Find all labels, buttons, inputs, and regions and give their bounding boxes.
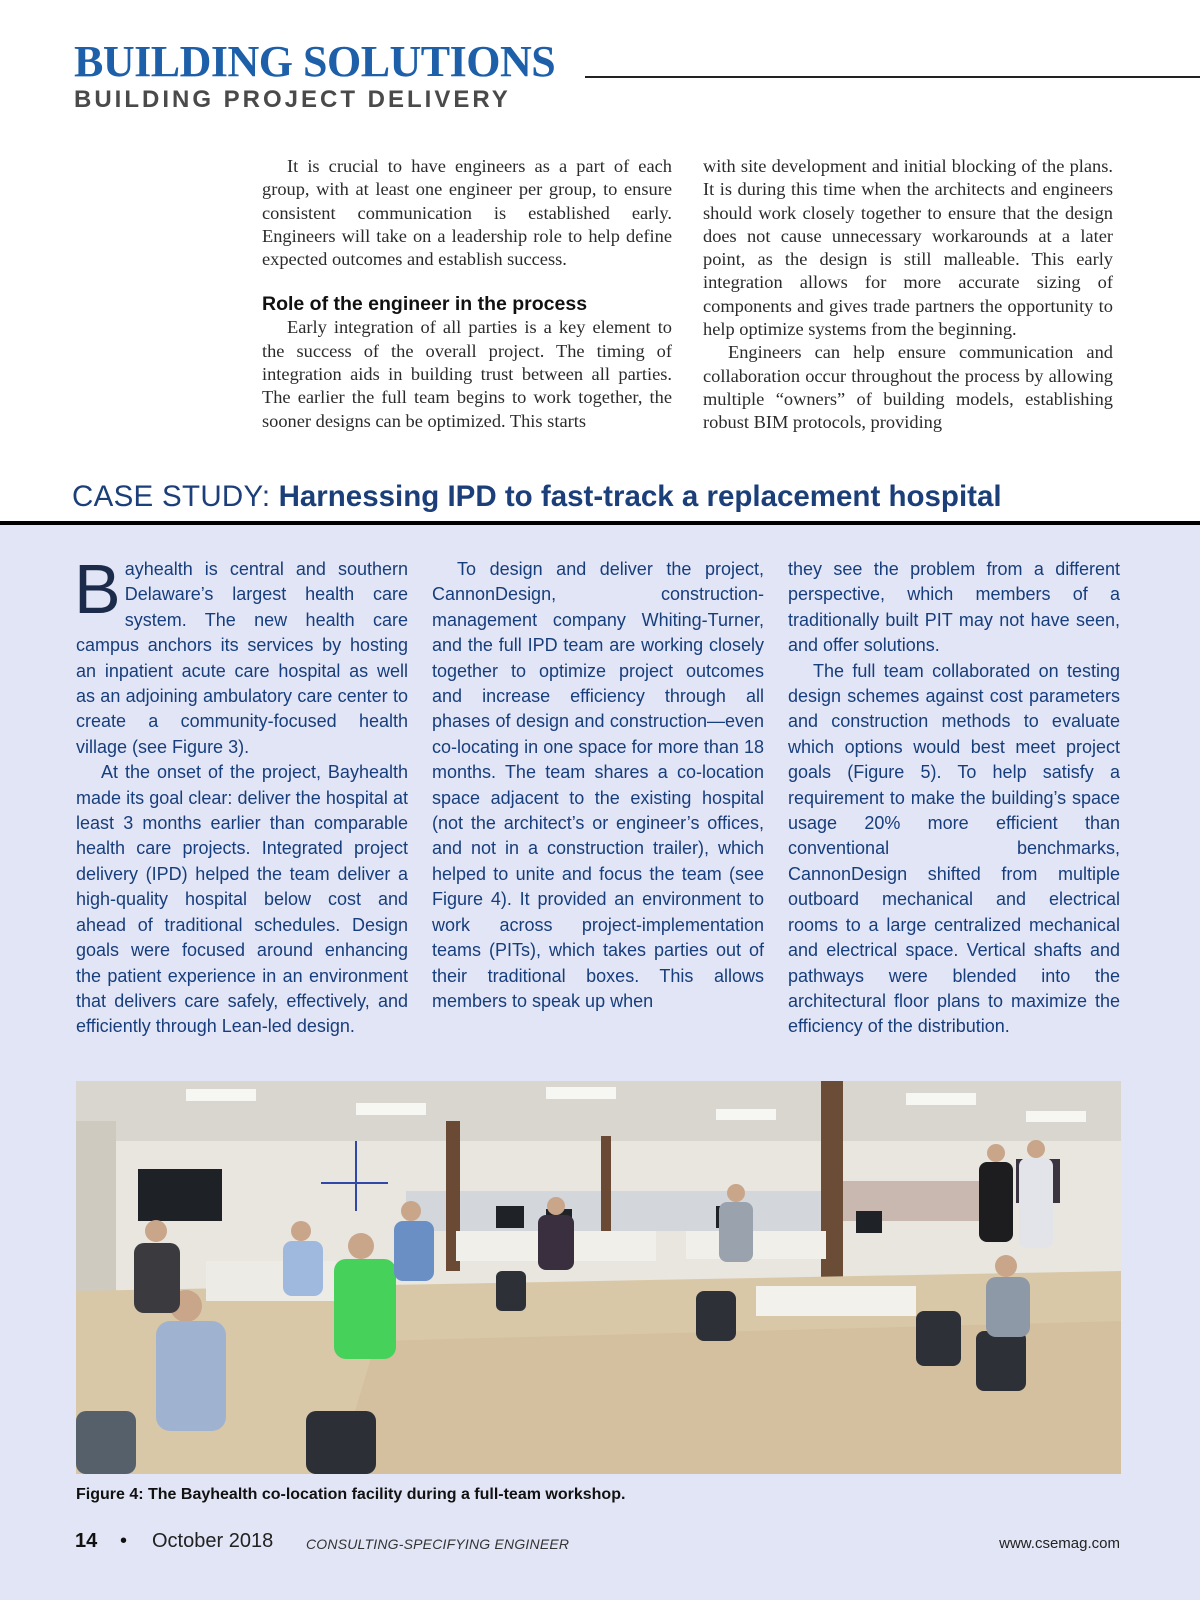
page-number: 14 bbox=[75, 1530, 98, 1552]
magazine-name: CONSULTING-SPECIFYING ENGINEER bbox=[306, 1536, 570, 1552]
case-study-heading bbox=[72, 482, 1002, 512]
header-rule bbox=[585, 76, 1200, 78]
figure-caption: Figure 4: The Bayhealth co-location facility during a full-team workshop. bbox=[76, 1486, 626, 1503]
case-study-label: CASE STUDY: bbox=[72, 480, 271, 513]
section-title: BUILDING SOLUTIONS bbox=[74, 37, 556, 86]
case-study-column-3 bbox=[788, 557, 1120, 1040]
paragraph: with site development and initial blocking of the plans. It is during this time when the architects and engineers should work closely together to ensure that the design does not cause unnecessary workarounds at a later point, as the design is still malleable. This early integration allows for more accurate sizing of components and gives trade partners the opportunity to help optimize systems from the beginning. bbox=[703, 156, 1113, 340]
footer-bullet: • bbox=[120, 1530, 128, 1552]
section-subtitle: BUILDING PROJECT DELIVERY bbox=[74, 86, 511, 113]
website-url: www.csemag.com bbox=[999, 1535, 1120, 1552]
case-study-column-2 bbox=[432, 557, 764, 1014]
article-column-2 bbox=[703, 155, 1113, 435]
figure-4-photo bbox=[76, 1081, 1121, 1474]
paragraph: Early integration of all parties is a key element to the success of the overall project. The timing of integration aids in building trust between all parties. The earlier the full team begins to work together, the sooner designs can be optimized. This starts bbox=[262, 317, 672, 431]
paragraph: The full team collaborated on testing design schemes against cost parameters and construction methods to evaluate which options would best meet project goals (Figure 5). To help satisfy a requirement to make the building’s space usage 20% more efficient than conventional benchmarks, CannonDesign shifted from multiple outboard mechanical and electrical rooms to a large centralized mechanical and electrical space. Vertical shafts and pathways were blended into the architectural floor plans to maximize the efficiency of the distribution. bbox=[788, 660, 1120, 1037]
case-study-column-1 bbox=[74, 550, 408, 1040]
paragraph: To design and deliver the project, CannonDesign, construction-management company Whiting-Turner, and the full IPD team are working closely together to optimize project outcomes and increase efficiency through all phases of design and construction—even co-locating in one space for more than 18 months. The team shares a co-location space adjacent to the existing hospital (not the architect’s or engineer’s offices, and not in a construction trailer), which helped to unite and focus the team (see Figure 4). It provided an environment to work across project-implementation teams (PITs), which takes parties out of their traditional boxes. This allows members to speak up when bbox=[432, 559, 764, 1011]
drop-cap: B bbox=[74, 550, 121, 628]
subheading: Role of the engineer in the process bbox=[262, 293, 588, 316]
issue-date: October 2018 bbox=[152, 1530, 274, 1552]
paragraph: At the onset of the project, Bayhealth made its goal clear: deliver the hospital at least 3 months earlier than comparable health care projects. Integrated project delivery (IPD) helped the team deliver a high-quality hospital below cost and ahead of traditional schedules. Design goals were focused around enhancing the patient experience in an environment that delivers care safely, effectively, and efficiently through Lean-led design. bbox=[76, 762, 408, 1037]
paragraph-text: ayhealth is central and southern Delaware’s largest health care system. The new health care campus anchors its services by hosting an inpatient acute care hospital as well as an adjoining ambulatory care center to create a community-focused health village (see Figure 3). bbox=[76, 559, 408, 757]
case-study-rule bbox=[0, 521, 1200, 525]
paragraph: It is crucial to have engineers as a part of each group, with at least one engineer per group, to ensure consistent communication is established early. Engineers will take on a leadership role to help define expected outcomes and establish success. bbox=[262, 156, 672, 270]
paragraph bbox=[74, 550, 408, 760]
article-column-1 bbox=[262, 155, 672, 433]
case-study-title: Harnessing IPD to fast-track a replacement hospital bbox=[278, 480, 1002, 513]
paragraph: they see the problem from a different perspective, which members of a traditionally built PIT may not have seen, and offer solutions. bbox=[788, 559, 1120, 656]
paragraph: Engineers can help ensure communication and collaboration occur throughout the process by allowing multiple “owners” of building models, establishing robust BIM protocols, providing bbox=[703, 342, 1113, 433]
